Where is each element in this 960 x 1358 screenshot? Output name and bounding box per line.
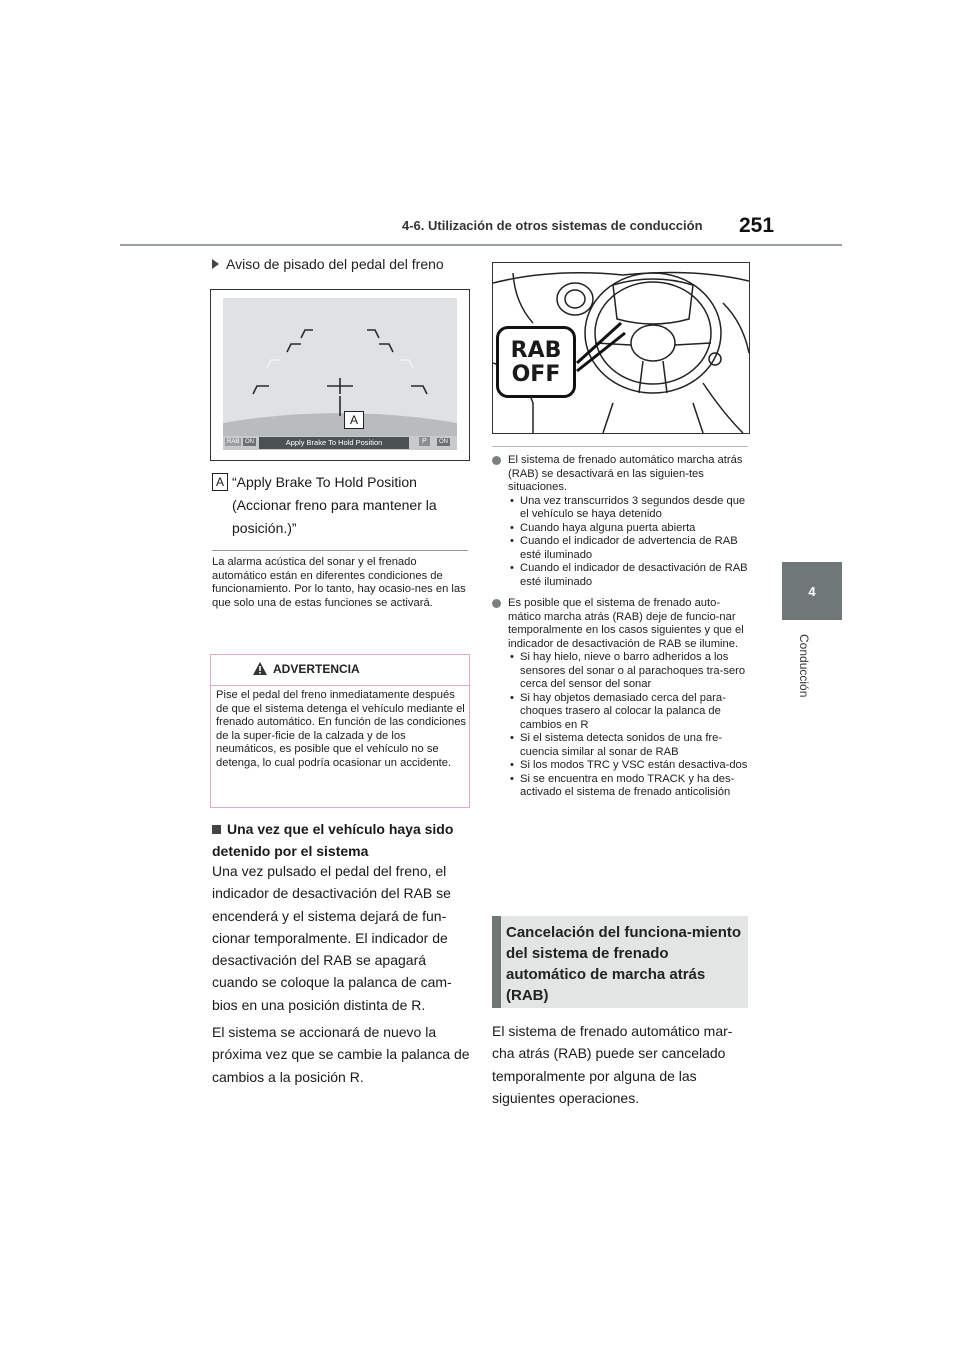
title-accent-bar (492, 916, 501, 1008)
warning-title: ADVERTENCIA (273, 662, 360, 676)
warning-body: Pise el pedal del freno inmediatamente después de que el sistema detenga el vehículo mediante el frenado automático. En función de las condiciones de la super-ficie de la calzada y de los neumáticos, es posible que el vehículo no se detenga, lo cual podría ocasionar un accidente. (216, 689, 467, 769)
rab-off-indicator-callout (496, 326, 576, 398)
parking-sensor-indicator: P (419, 437, 430, 446)
note-text: La alarma acústica del sonar y el frenado automático están en diferentes condiciones de funcionamiento. Por lo tanto, hay ocasio-nes en las que solo una de estas funciones se activará. (212, 556, 466, 609)
list-item: • Cuando haya alguna puerta abierta (508, 522, 750, 536)
callout-line-2: OFF (511, 362, 561, 387)
left-body (212, 860, 472, 1093)
callout-line-1: RAB (510, 338, 562, 363)
list-item: • Una vez transcurridos 3 segundos desde que el vehículo se haya detenido (508, 495, 750, 522)
note-item-text: Es posible que el sistema de frenado auto-mático marcha atrás (RAB) deje de funcio-nar temporalmente en los casos siguientes y que el indicador de desactivación de RAB se ilumine. (508, 597, 744, 650)
rab-indicator: RAB (227, 439, 240, 445)
section-header: 4-6. Utilización de otros sistemas de conducción (402, 218, 703, 233)
list-item: • Cuando el indicador de desactivación de RAB esté iluminado (508, 562, 750, 589)
list-item: • Si se encuentra en modo TRACK y ha des-activado el sistema de frenado anticolisión (508, 773, 750, 800)
chapter-tab[interactable] (782, 562, 842, 620)
circle-bullet-icon (492, 456, 501, 465)
sensor-on-indicator: ON (439, 439, 448, 445)
warning-icon (252, 661, 268, 676)
warning-header (211, 655, 469, 686)
screen-message: Apply Brake To Hold Position (259, 437, 409, 449)
circle-bullet-icon (492, 599, 501, 608)
closing-paragraph: El sistema de frenado automático mar-cha atrás (RAB) puede ser cancelado temporalmente por alguna de las siguientes operaciones. (492, 1023, 733, 1106)
note-item (492, 597, 750, 800)
marker-a: A (344, 411, 364, 429)
section-heading-text: Una vez que el vehículo haya sido detenido por el sistema (212, 821, 454, 859)
page-number: 251 (739, 214, 775, 237)
list-item: • Si hay hielo, nieve o barro adheridos a los sensores del sonar o al parachoques tra-sero cerca del sensor del sonar (508, 651, 750, 692)
list-item: • Si hay objetos demasiado cerca del para-choques trasero al colocar la palanca de cambios en R (508, 692, 750, 733)
right-divider (492, 446, 748, 447)
display-illustration (210, 289, 470, 461)
dashboard-illustration (492, 262, 750, 434)
triangle-bullet-icon (212, 259, 219, 269)
section-heading (212, 818, 468, 862)
section-title-box (492, 916, 748, 1008)
legend-text: “Apply Brake To Hold Position (Accionar freno para mantener la posición.)” (232, 474, 437, 536)
screen-status-bar (223, 436, 457, 450)
note-item (492, 454, 750, 589)
paragraph: El sistema se accionará de nuevo la próxima vez que se cambie la palanca de cambios a la posición R. (212, 1024, 470, 1085)
note-item-text: El sistema de frenado automático marcha atrás (RAB) se desactivará en las siguien-tes situaciones. (508, 454, 743, 493)
list-item: • Si los modos TRC y VSC están desactiva-dos (508, 759, 750, 773)
list-item: • Cuando el indicador de advertencia de RAB esté iluminado (508, 535, 750, 562)
camera-screen (223, 298, 457, 450)
subheading (212, 256, 444, 272)
subheading-text: Aviso de pisado del pedal del freno (226, 256, 444, 272)
chapter-number: 4 (808, 583, 816, 599)
note-divider (212, 550, 468, 551)
paragraph: Una vez pulsado el pedal del freno, el indicador de desactivación del RAB se encenderá y el sistema dejará de fun-cionar temporalmente. El indicador de desactivación del RAB se apagará cuando se coloque la palanca de cam-bios en una posición distinta de R. (212, 863, 452, 1013)
chapter-label: Conducción (797, 634, 811, 698)
parking-guide-lines (223, 298, 457, 450)
section-title: Cancelación del funciona-miento del sistema de frenado automático de marcha atrás (RAB) (506, 924, 742, 1004)
list-item: • Si el sistema detecta sonidos de una fre-cuencia similar al sonar de RAB (508, 732, 750, 759)
right-notes (492, 454, 750, 808)
legend-key: A (212, 473, 228, 491)
square-bullet-icon (212, 825, 221, 834)
rab-on-indicator: ON (245, 439, 254, 445)
header-divider (120, 244, 842, 246)
warning-box (210, 654, 470, 808)
